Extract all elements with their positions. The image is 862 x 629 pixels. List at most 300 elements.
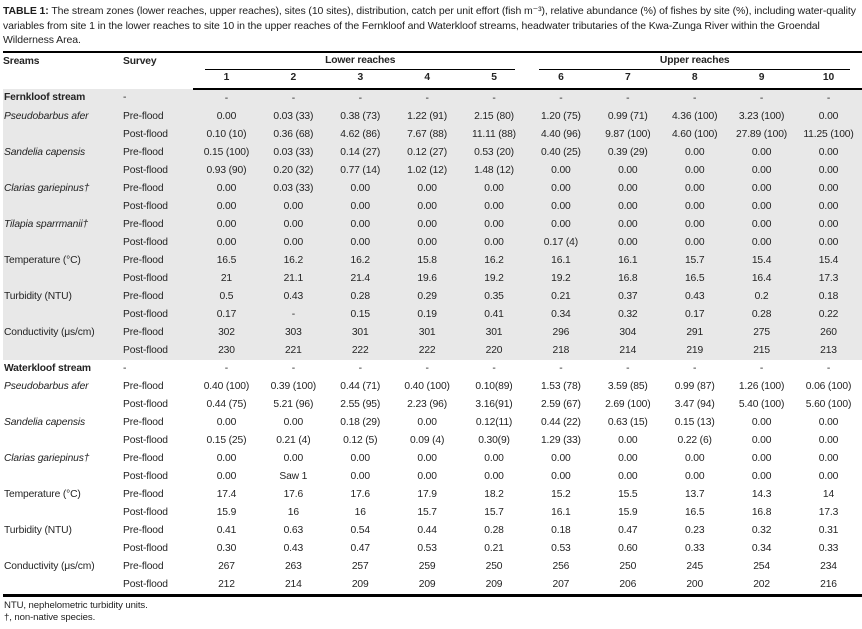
value-cell: 0.21 [484,542,504,554]
value-cell: 222 [351,344,369,356]
value-cell: 214 [619,344,637,356]
value-cell: 14.3 [751,488,772,500]
survey-label: Pre-flood [123,290,164,302]
value-cell: 1.29 (33) [540,434,581,446]
variable-label-spacer [3,432,123,450]
value-cell: 0.00 [417,236,437,248]
stream-section-dash: - [224,362,229,374]
value-cell: 0.43 [283,290,304,302]
table-row [3,414,862,432]
value-cell: 0.10 (10) [206,128,247,140]
value-cell: 0.35 [484,290,504,302]
value-cell: 200 [686,578,704,590]
variable-label-spacer [3,198,123,216]
value-cell: 0.14 (27) [340,146,381,158]
value-cell: - [291,308,295,320]
variable-label: Temperature (°C) [4,254,81,266]
stream-section-dash: - [492,362,496,374]
variable-label: Clarias gariepinus† [4,182,90,194]
survey-label: Post-flood [123,434,168,446]
value-cell: 3.23 (100) [738,110,785,122]
value-cell: 0.00 [618,452,638,464]
value-cell: 296 [552,326,570,338]
table-row [3,270,862,288]
stream-section-dash: - [291,362,295,374]
value-cell: 0.00 [216,218,237,230]
stream-section-row [3,360,862,378]
variable-label: Turbidity (NTU) [4,524,72,536]
value-cell: 257 [351,560,369,572]
value-cell: 0.34 [551,308,571,320]
value-cell: 17.6 [283,488,304,500]
survey-label: Pre-flood [123,380,164,392]
value-cell: 16.5 [684,506,705,518]
site-number-header: 5 [461,70,528,89]
table-row [3,306,862,324]
value-cell: 250 [619,560,637,572]
survey-label: Post-flood [123,344,168,356]
value-cell: 21.1 [283,272,304,284]
value-cell: 0.00 [751,452,772,464]
value-cell: 301 [351,326,369,338]
site-number-header: 7 [594,70,661,89]
value-cell: 0.39 (100) [270,380,317,392]
value-cell: 0.00 [283,236,304,248]
value-cell: 207 [552,578,570,590]
value-cell: 15.4 [818,254,839,266]
variable-label-spacer [3,162,123,180]
value-cell: 0.22 (6) [677,434,712,446]
value-cell: 0.00 [216,182,237,194]
value-cell: 0.00 [618,164,638,176]
survey-label: Pre-flood [123,254,164,266]
site-number-header: 10 [795,70,862,89]
value-cell: 1.48 (12) [474,164,514,176]
value-cell: 304 [619,326,637,338]
value-cell: 0.36 (68) [273,128,314,140]
stream-section-dash: - [626,92,630,104]
stream-section-label: Fernkloof stream [4,92,86,104]
value-cell: 2.23 (96) [407,398,448,410]
value-cell: 0.33 [818,542,839,554]
value-cell: 13.7 [684,488,705,500]
value-cell: 0.00 [350,182,370,194]
value-cell: 17.9 [417,488,437,500]
value-cell: 15.7 [484,506,504,518]
reach-group-header [527,52,862,70]
survey-label: Pre-flood [123,488,164,500]
value-cell: 0.34 [751,542,772,554]
value-cell: 0.28 [751,308,772,320]
value-cell: 0.00 [216,110,237,122]
value-cell: 214 [284,578,302,590]
survey-label: Post-flood [123,398,168,410]
stream-section-dash: - [492,92,496,104]
value-cell: 18.2 [484,488,504,500]
table-head [3,52,862,89]
value-cell: 0.00 [684,146,705,158]
stream-section-dash: - [693,92,697,104]
table-row [3,108,862,126]
value-cell: 0.00 [751,236,772,248]
value-cell: 302 [218,326,235,338]
value-cell: 0.00 [417,416,437,428]
value-cell: 0.41 [216,524,237,536]
value-cell: 0.00 [551,182,571,194]
value-cell: 0.2 [754,290,769,302]
value-cell: 5.60 (100) [805,398,852,410]
stream-section-survey-dash: - [123,362,127,374]
value-cell: 0.00 [818,236,839,248]
value-cell: 0.00 [216,452,237,464]
value-cell: 16.4 [751,272,772,284]
table-caption [3,4,860,48]
value-cell: 0.00 [283,416,304,428]
value-cell: 0.63 (15) [607,416,648,428]
value-cell: 16 [287,506,299,518]
value-cell: 0.03 (33) [273,182,314,194]
value-cell: 0.00 [684,470,705,482]
value-cell: 2.69 (100) [605,398,651,410]
table-row [3,198,862,216]
value-cell: 0.00 [350,200,370,212]
stream-section-row [3,89,862,108]
header-row-groups [3,52,862,70]
value-cell: 1.22 (91) [407,110,448,122]
value-cell: 4.36 (100) [671,110,718,122]
survey-label: Post-flood [123,272,168,284]
value-cell: 0.00 [484,200,504,212]
table-row [3,558,862,576]
variable-label-spacer [3,468,123,486]
value-cell: 0.21 [551,290,571,302]
survey-label: Post-flood [123,470,168,482]
value-cell: 202 [753,578,770,590]
survey-label: Pre-flood [123,326,164,338]
value-cell: 15.5 [618,488,638,500]
value-cell: 0.53 [417,542,437,554]
reach-group-label: Lower reaches [205,55,515,70]
value-cell: 263 [284,560,302,572]
value-cell: 0.99 (71) [607,110,648,122]
value-cell: 0.00 [684,218,705,230]
value-cell: 260 [820,326,837,338]
table-row [3,522,862,540]
value-cell: 0.00 [751,182,772,194]
site-number-header: 3 [327,70,394,89]
col-header-survey: Survey [123,55,157,67]
stream-section-dash: - [425,92,429,104]
value-cell: 0.00 [818,146,839,158]
table-row [3,252,862,270]
value-cell: 0.60 [618,542,638,554]
value-cell: 1.53 (78) [540,380,581,392]
value-cell: 0.09 (4) [409,434,445,446]
value-cell: 291 [686,326,704,338]
table-row [3,216,862,234]
value-cell: 0.44 (22) [540,416,581,428]
value-cell: 0.44 [417,524,437,536]
value-cell: 267 [218,560,235,572]
value-cell: 19.2 [551,272,571,284]
value-cell: 1.26 (100) [738,380,785,392]
survey-label: Pre-flood [123,182,164,194]
survey-label: Pre-flood [123,218,164,230]
value-cell: 21.4 [350,272,370,284]
stream-section-dash: - [358,362,362,374]
value-cell: 0.00 [484,470,504,482]
value-cell: 0.40 (100) [203,380,250,392]
value-cell: 0.17 (4) [543,236,579,248]
site-number-header: 9 [728,70,795,89]
value-cell: 303 [284,326,302,338]
table-caption-text: The stream zones (lower reaches, upper reaches), sites (10 sites), distribution, catch per unit effort (fish m⁻³), relative abundance (%) of fishes by site (%), including water-quality variables from site 1 in the lower reaches to site 10 in the upper reaches of the Fernkloof and Waterkloof streams, headwater tributaries of the Kwa-Zunga River within the Groendal Wilderness Area. [3,5,856,47]
value-cell: 0.22 [818,308,839,320]
table-row [3,144,862,162]
value-cell: 16.1 [551,254,571,266]
value-cell: 0.17 [684,308,705,320]
value-cell: 0.12 (27) [407,146,448,158]
value-cell: 0.28 [350,290,370,302]
value-cell: 0.43 [684,290,705,302]
stream-section-dash: - [224,92,229,104]
value-cell: 4.60 (100) [671,128,718,140]
value-cell: 230 [218,344,235,356]
value-cell: 0.03 (33) [273,110,314,122]
value-cell: 16.8 [618,272,638,284]
variable-label: Conductivity (μs/cm) [4,326,95,338]
value-cell: 213 [820,344,837,356]
value-cell: 0.00 [751,164,772,176]
value-cell: 0.47 [350,542,370,554]
value-cell: 0.00 [216,470,237,482]
value-cell: 3.16(91) [475,398,513,410]
variable-label: Pseudobarbus afer [4,110,89,122]
col-header-streams: Sreams [3,55,40,67]
value-cell: 0.00 [818,218,839,230]
value-cell: 301 [485,326,503,338]
value-cell: 0.30(9) [478,434,510,446]
table-row [3,162,862,180]
value-cell: 0.31 [818,524,839,536]
value-cell: 0.00 [551,200,571,212]
value-cell: 0.41 [484,308,504,320]
value-cell: 216 [820,578,837,590]
value-cell: 16.8 [751,506,772,518]
value-cell: 19.6 [417,272,437,284]
survey-label: Post-flood [123,506,168,518]
value-cell: 17.4 [216,488,237,500]
value-cell: 15.2 [551,488,571,500]
value-cell: 0.28 [484,524,504,536]
value-cell: 0.00 [484,452,504,464]
variable-label: Sandelia capensis [4,416,86,428]
value-cell: 0.00 [684,182,705,194]
value-cell: 256 [552,560,570,572]
value-cell: 0.38 (73) [340,110,381,122]
value-cell: 0.18 [818,290,839,302]
value-cell: 0.00 [216,236,237,248]
stream-section-dash: - [358,92,362,104]
value-cell: 0.00 [283,200,304,212]
stream-section-dash: - [826,362,831,374]
value-cell: 15.7 [417,506,437,518]
value-cell: 16.2 [484,254,504,266]
variable-label: Clarias gariepinus† [4,452,90,464]
survey-label: Pre-flood [123,110,164,122]
table-row [3,378,862,396]
stream-section-survey-dash: - [123,92,127,104]
value-cell: 0.00 [551,164,571,176]
value-cell: 0.00 [216,416,237,428]
stream-section-dash: - [559,362,563,374]
stream-section-label: Waterkloof stream [4,362,91,374]
value-cell: 0.00 [618,182,638,194]
table-row [3,342,862,360]
value-cell: 0.00 [751,218,772,230]
variable-label-spacer [3,396,123,414]
value-cell: 254 [753,560,770,572]
value-cell: 0.15 (100) [203,146,250,158]
value-cell: 215 [753,344,770,356]
value-cell: 0.03 (33) [273,146,314,158]
table-row [3,234,862,252]
variable-label-spacer [3,504,123,522]
value-cell: 220 [485,344,503,356]
value-cell: 17.3 [818,506,839,518]
value-cell: 0.77 (14) [340,164,381,176]
value-cell: 0.15 (25) [206,434,247,446]
value-cell: 0.44 (71) [340,380,381,392]
site-number-header: 2 [260,70,327,89]
table-row [3,576,862,596]
value-cell: 2.59 (67) [540,398,581,410]
variable-label-spacer [3,576,123,596]
value-cell: 0.15 (13) [674,416,715,428]
site-number-header: 8 [661,70,728,89]
value-cell: 7.67 (88) [407,128,448,140]
survey-label: Pre-flood [123,452,164,464]
value-cell: 2.55 (95) [340,398,381,410]
value-cell: 5.40 (100) [738,398,785,410]
survey-label: Post-flood [123,236,168,248]
value-cell: 209 [351,578,369,590]
footnote-ntu: NTU, nephelometric turbidity units. [4,599,148,611]
table-row [3,450,862,468]
value-cell: 5.21 (96) [273,398,314,410]
value-cell: 219 [686,344,704,356]
value-cell: 0.00 [684,200,705,212]
value-cell: 259 [418,560,436,572]
table-body [3,89,862,596]
value-cell: 0.00 [818,434,839,446]
value-cell: 0.00 [751,146,772,158]
value-cell: 0.18 [551,524,571,536]
value-cell: 0.00 [818,452,839,464]
table-footnotes [3,597,860,625]
value-cell: 0.32 [618,308,638,320]
value-cell: 0.5 [219,290,234,302]
variable-label-spacer [3,126,123,144]
value-cell: 0.00 [818,110,839,122]
value-cell: 16.2 [350,254,370,266]
value-cell: 0.53 [551,542,571,554]
stream-section-dash: - [626,362,630,374]
value-cell: 0.00 [350,236,370,248]
variable-label-spacer [3,234,123,252]
variable-label: Tilapia sparrmanii† [4,218,89,230]
value-cell: 0.12(11) [475,416,513,428]
value-cell: 0.00 [417,218,437,230]
value-cell: 301 [418,326,436,338]
value-cell: 275 [753,326,770,338]
value-cell: 0.93 (90) [206,164,247,176]
value-cell: 15.8 [417,254,437,266]
value-cell: 0.00 [818,416,839,428]
value-cell: 4.62 (86) [340,128,381,140]
table-row [3,486,862,504]
value-cell: 16.2 [283,254,304,266]
value-cell: 0.00 [818,164,839,176]
value-cell: 0.00 [618,434,638,446]
value-cell: 1.20 (75) [540,110,581,122]
value-cell: 0.17 [216,308,237,320]
value-cell: 16.5 [684,272,705,284]
value-cell: 221 [284,344,302,356]
value-cell: 0.00 [216,200,237,212]
value-cell: 212 [218,578,235,590]
table-row [3,540,862,558]
value-cell: 0.15 [350,308,370,320]
value-cell: 15.7 [684,254,705,266]
value-cell: 0.10(89) [475,380,513,392]
table-1 [3,51,862,597]
survey-label: Post-flood [123,308,168,320]
value-cell: 0.29 [417,290,437,302]
value-cell: 15.4 [751,254,772,266]
reach-group-header [193,52,527,70]
value-cell: 0.47 [618,524,638,536]
survey-label: Pre-flood [123,416,164,428]
variable-label-spacer [3,306,123,324]
value-cell: 245 [686,560,704,572]
value-cell: 0.40 (25) [540,146,581,158]
value-cell: 0.00 [751,434,772,446]
value-cell: 0.00 [283,452,304,464]
value-cell: 15.9 [216,506,237,518]
value-cell: 17.6 [350,488,370,500]
value-cell: 0.00 [350,470,370,482]
value-cell: 0.00 [751,416,772,428]
variable-label-spacer [3,540,123,558]
value-cell: 16.1 [551,506,571,518]
value-cell: 3.47 (94) [674,398,715,410]
value-cell: 15.9 [618,506,638,518]
value-cell: 2.15 (80) [474,110,514,122]
value-cell: 1.02 (12) [407,164,448,176]
reach-group-label: Upper reaches [539,55,850,70]
value-cell: 0.63 [283,524,304,536]
value-cell: 0.19 [417,308,437,320]
value-cell: 0.00 [818,200,839,212]
survey-label: Pre-flood [123,524,164,536]
value-cell: 11.11 (88) [472,128,516,140]
survey-label: Post-flood [123,200,168,212]
stream-section-dash: - [759,92,764,104]
value-cell: 0.99 (87) [674,380,715,392]
stream-section-dash: - [759,362,764,374]
survey-label: Post-flood [123,578,168,590]
